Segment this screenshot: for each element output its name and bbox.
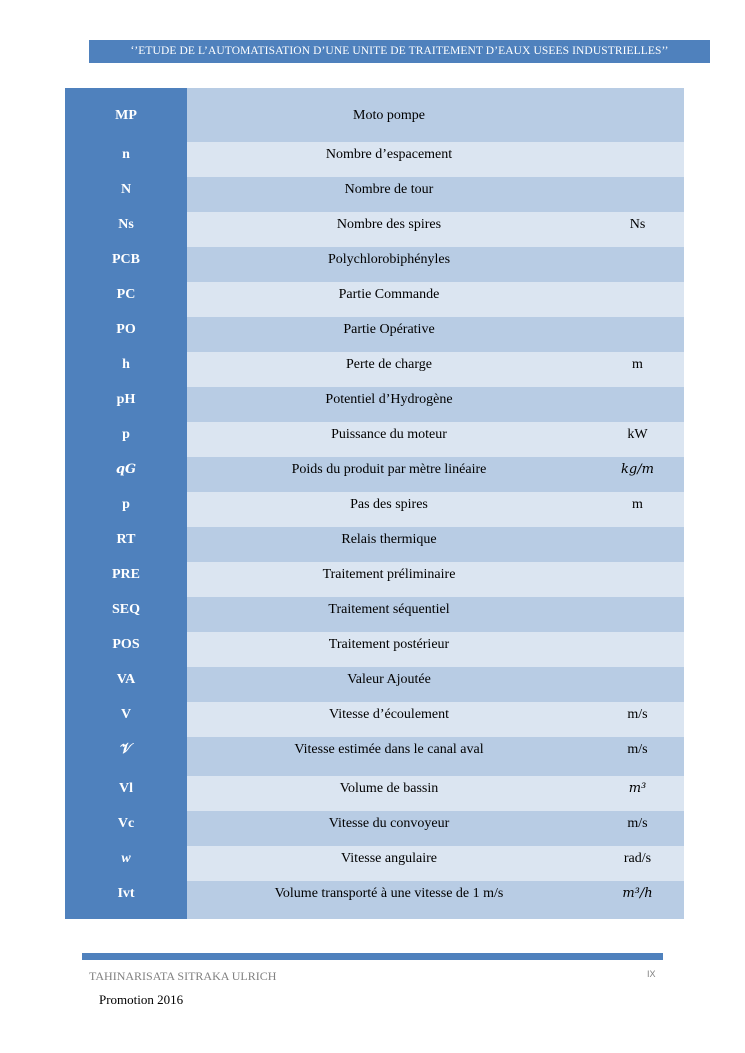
- unit-text: [591, 597, 684, 602]
- unit-text: [591, 88, 684, 108]
- description-text: Traitement préliminaire: [322, 567, 456, 582]
- table-row: [65, 457, 684, 492]
- abbreviation-text: PO: [116, 322, 136, 337]
- description-cell: [187, 422, 591, 457]
- table-row: [65, 247, 684, 282]
- unit-cell: [591, 282, 684, 317]
- unit-cell: [591, 177, 684, 212]
- description-text: Partie Opérative: [343, 322, 435, 337]
- unit-text: m/s: [627, 816, 648, 831]
- description-text: Poids du produit par mètre linéaire: [291, 462, 487, 477]
- footer-rule: [82, 953, 663, 960]
- unit-cell: [591, 247, 684, 282]
- description-text: Perte de charge: [345, 357, 433, 372]
- unit-cell: [591, 492, 684, 527]
- abbreviation-text: MP: [115, 108, 137, 123]
- abbreviation-text: RT: [116, 532, 136, 547]
- unit-cell: [591, 632, 684, 667]
- description-text: Vitesse du convoyeur: [328, 816, 450, 831]
- description-cell: [187, 142, 591, 177]
- glossary-table-container: [65, 88, 684, 919]
- abbreviation-text: V: [120, 707, 132, 722]
- unit-cell: [591, 422, 684, 457]
- table-row: [65, 737, 684, 776]
- table-row: [65, 142, 684, 177]
- unit-text: [591, 632, 684, 637]
- unit-text: m: [632, 497, 643, 512]
- description-cell: [187, 457, 591, 492]
- abbreviation-text: pH: [116, 392, 136, 407]
- table-row: [65, 88, 684, 142]
- description-cell: [187, 317, 591, 352]
- description-cell: [187, 562, 591, 597]
- glossary-table: [65, 88, 684, 919]
- abbreviation-text: POS: [112, 637, 140, 652]
- abbreviation-cell: [65, 422, 187, 457]
- unit-text: m/s: [627, 707, 648, 722]
- description-text: Nombre d’espacement: [325, 147, 453, 162]
- description-text: Polychlorobiphényles: [327, 252, 451, 267]
- abbreviation-cell: [65, 352, 187, 387]
- abbreviation-text: Vl: [119, 781, 133, 796]
- abbreviation-text: VA: [116, 672, 136, 687]
- unit-text: m³/h: [622, 886, 653, 901]
- unit-cell: [591, 737, 684, 776]
- unit-text: Ns: [629, 217, 646, 232]
- unit-text: [591, 177, 684, 182]
- abbreviation-text: PRE: [112, 567, 140, 582]
- abbreviation-cell: [65, 702, 187, 737]
- description-cell: [187, 846, 591, 881]
- description-cell: [187, 811, 591, 846]
- description-text: Vitesse d’écoulement: [328, 707, 450, 722]
- unit-text: m: [632, 357, 643, 372]
- abbreviation-text: qG: [115, 462, 137, 477]
- abbreviation-text: Vc: [117, 816, 135, 831]
- unit-cell: [591, 811, 684, 846]
- table-row: [65, 387, 684, 422]
- unit-cell: [591, 387, 684, 422]
- abbreviation-cell: [65, 492, 187, 527]
- unit-text: [591, 562, 684, 567]
- abbreviation-text: p: [122, 427, 130, 442]
- unit-text: [591, 282, 684, 287]
- unit-cell: [591, 352, 684, 387]
- abbreviation-text: PC: [116, 287, 136, 302]
- abbreviation-cell: [65, 562, 187, 597]
- abbreviation-cell: [65, 632, 187, 667]
- description-cell: [187, 352, 591, 387]
- description-cell: [187, 492, 591, 527]
- table-row: [65, 317, 684, 352]
- unit-cell: [591, 597, 684, 632]
- table-row: [65, 776, 684, 811]
- description-cell: [187, 667, 591, 702]
- table-row: [65, 352, 684, 387]
- table-row: [65, 811, 684, 846]
- unit-text: [591, 142, 684, 147]
- abbreviation-text: PCB: [112, 252, 140, 267]
- unit-text: [591, 387, 684, 392]
- description-text: Vitesse angulaire: [341, 851, 437, 866]
- unit-cell: [591, 776, 684, 811]
- description-text: Nombre de tour: [344, 182, 434, 197]
- unit-text: kW: [627, 427, 648, 442]
- table-row: [65, 667, 684, 702]
- abbreviation-text: SEQ: [111, 602, 140, 617]
- footer-page-number: IX: [647, 969, 656, 979]
- unit-cell: [591, 142, 684, 177]
- table-row: [65, 177, 684, 212]
- unit-text: rad/s: [623, 851, 652, 866]
- table-row: [65, 422, 684, 457]
- unit-text: kg/m: [621, 462, 654, 477]
- description-cell: [187, 387, 591, 422]
- description-cell: [187, 247, 591, 282]
- abbreviation-cell: [65, 317, 187, 352]
- abbreviation-cell: [65, 247, 187, 282]
- description-text: Traitement postérieur: [328, 637, 450, 652]
- abbreviation-cell: [65, 527, 187, 562]
- unit-cell: [591, 317, 684, 352]
- abbreviation-text: 𝒱: [120, 742, 132, 757]
- abbreviation-text: N: [120, 182, 132, 197]
- table-row: [65, 492, 684, 527]
- abbreviation-text: Ivt: [117, 886, 135, 901]
- description-cell: [187, 881, 591, 919]
- unit-text: m/s: [627, 742, 648, 757]
- description-text: Puissance du moteur: [331, 427, 447, 442]
- abbreviation-cell: [65, 667, 187, 702]
- description-cell: [187, 702, 591, 737]
- description-cell: [187, 177, 591, 212]
- unit-cell: [591, 527, 684, 562]
- abbreviation-text: p: [122, 497, 130, 512]
- abbreviation-cell: [65, 881, 187, 919]
- description-cell: [187, 597, 591, 632]
- description-cell: [187, 776, 591, 811]
- description-cell: [187, 527, 591, 562]
- description-cell: [187, 282, 591, 317]
- table-row: [65, 597, 684, 632]
- description-text: Vitesse estimée dans le canal aval: [294, 742, 484, 757]
- abbreviation-cell: [65, 846, 187, 881]
- unit-text: [591, 667, 684, 672]
- abbreviation-cell: [65, 282, 187, 317]
- table-row: [65, 527, 684, 562]
- unit-cell: [591, 846, 684, 881]
- abbreviation-cell: [65, 142, 187, 177]
- description-text: Partie Commande: [338, 287, 440, 302]
- description-text: Volume transporté à une vitesse de 1 m/s: [274, 886, 504, 901]
- abbreviation-text: n: [122, 147, 130, 162]
- description-cell: [187, 737, 591, 776]
- table-row: [65, 282, 684, 317]
- abbreviation-cell: [65, 88, 187, 142]
- abbreviation-text: Ns: [118, 217, 134, 232]
- unit-text: m³: [628, 781, 647, 796]
- unit-cell: [591, 457, 684, 492]
- unit-cell: [591, 88, 684, 142]
- table-row: [65, 562, 684, 597]
- unit-cell: [591, 212, 684, 247]
- description-text: Valeur Ajoutée: [347, 672, 431, 687]
- table-row: [65, 702, 684, 737]
- unit-cell: [591, 881, 684, 919]
- description-cell: [187, 212, 591, 247]
- document-header-title: ‘’ETUDE DE L’AUTOMATISATION D’UNE UNITE DE TRAITEMENT D’EAUX USEES INDUSTRIELLES’’: [89, 40, 710, 63]
- abbreviation-cell: [65, 737, 187, 776]
- description-text: Relais thermique: [341, 532, 437, 547]
- description-text: Pas des spires: [350, 497, 428, 512]
- table-row: [65, 881, 684, 919]
- abbreviation-cell: [65, 597, 187, 632]
- abbreviation-cell: [65, 811, 187, 846]
- abbreviation-text: w: [121, 851, 131, 866]
- footer-author: TAHINARISATA SITRAKA ULRICH: [89, 969, 277, 983]
- description-text: Moto pompe: [353, 108, 425, 123]
- abbreviation-cell: [65, 177, 187, 212]
- unit-cell: [591, 702, 684, 737]
- abbreviation-cell: [65, 457, 187, 492]
- abbreviation-cell: [65, 776, 187, 811]
- abbreviation-text: h: [122, 357, 130, 372]
- table-row: [65, 632, 684, 667]
- description-text: Traitement séquentiel: [328, 602, 450, 617]
- description-text: Potentiel d’Hydrogène: [325, 392, 453, 407]
- table-row: [65, 846, 684, 881]
- table-row: [65, 212, 684, 247]
- description-text: Volume de bassin: [339, 781, 439, 796]
- description-cell: [187, 88, 591, 142]
- abbreviation-cell: [65, 212, 187, 247]
- description-text: Nombre des spires: [336, 217, 442, 232]
- unit-cell: [591, 667, 684, 702]
- unit-text: [591, 317, 684, 322]
- abbreviation-cell: [65, 387, 187, 422]
- unit-text: [591, 527, 684, 532]
- description-cell: [187, 632, 591, 667]
- unit-cell: [591, 562, 684, 597]
- footer-promotion: Promotion 2016: [99, 992, 184, 1007]
- unit-text: [591, 247, 684, 252]
